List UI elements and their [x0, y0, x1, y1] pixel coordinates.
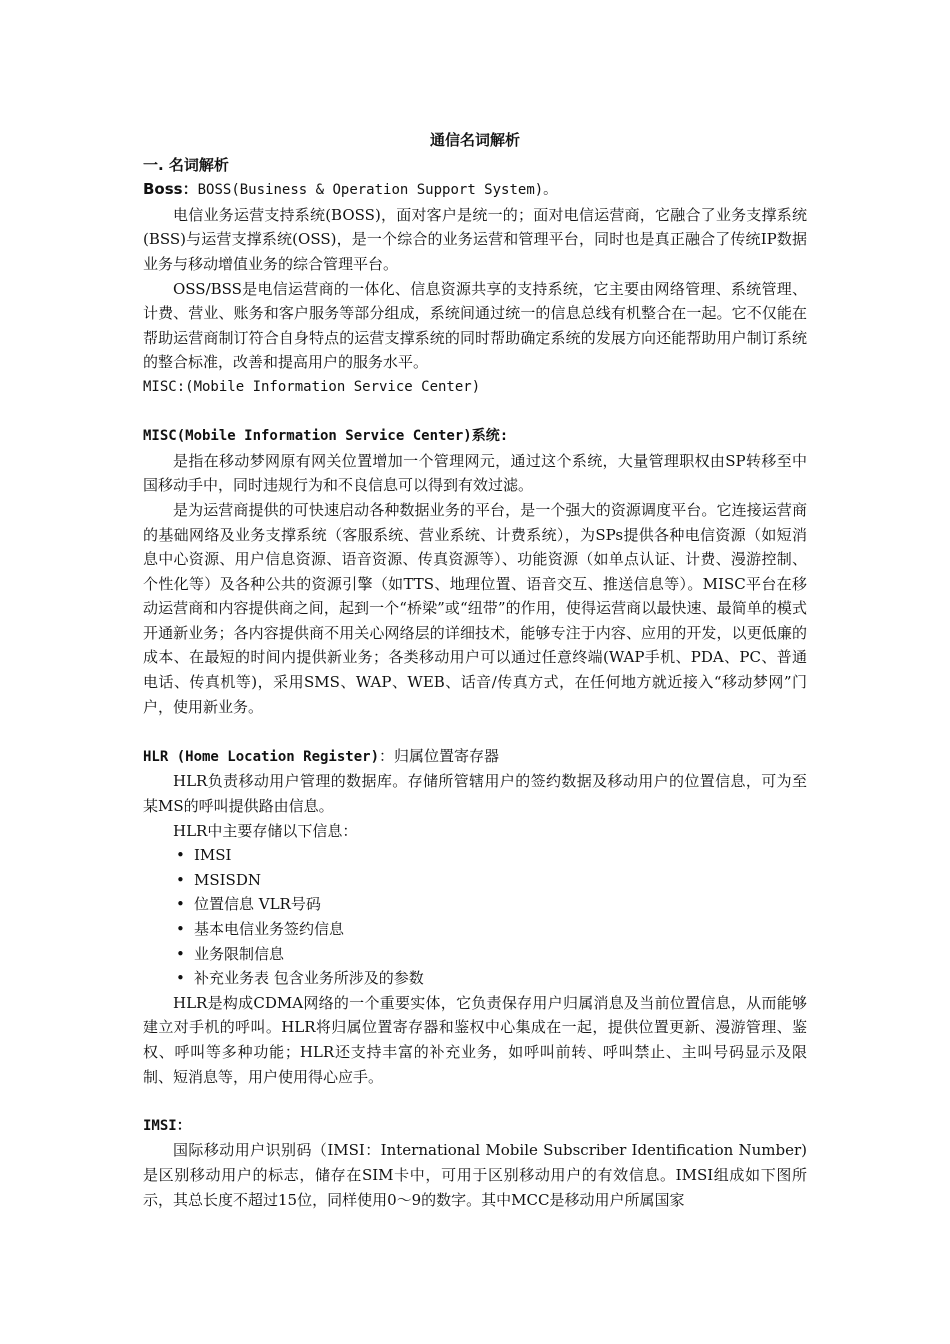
misc-paragraph-2: 是为运营商提供的可快速启动各种数据业务的平台，是一个强大的资源调度平台。它连接运营商的基础网络及业务支撑系统（客服系统、营业系统、计费系统），为SPs提供各种电信资源（如短消息中心资源、用户信息资源、语音资源、传真资源等）、功能资源（如单点认证、计费、漫游控制、个性化等）及各种公共的资源引擎（如TTS、地理位置、语音交互、推送信息等）。MISC平台在移动运营商和内容提供商之间，起到一个“桥梁”或“纽带”的作用，使得运营商以最快速、最简单的模式开通新业务；各内容提供商不用关心网络层的详细技术，能够专注于内容、应用的开发，以更低廉的成本、在最短的时间内提供新业务；各类移动用户可以通过任意终端(WAP手机、PDA、PC、普通电话、传真机等)，采用SMS、WAP、WEB、话音/传真方式，在任何地方就近接入“移动梦网”门户，使用新业务。	[143, 500, 807, 716]
misc-heading: MISC(Mobile Information Service Center)系统:	[143, 428, 509, 445]
boss-label: Boss：	[143, 180, 198, 199]
boss-def: BOSS(Business & Operation Support System)。	[197, 182, 558, 199]
list-item: • 位置信息 VLR号码	[176, 892, 807, 917]
hlr-list	[143, 843, 807, 991]
hlr-heading-term: HLR (Home Location Register)	[143, 748, 380, 765]
boss-paragraph-1: 电信业务运营支持系统(BOSS)，面对客户是统一的；面对电信运营商，它融合了业务支撑系统(BSS)与运营支撑系统(OSS)，是一个综合的业务运营和管理平台，同时也是真正融合了传统IP数据业务与移动增值业务的综合管理平台。	[143, 205, 807, 273]
list-item: • 业务限制信息	[176, 942, 807, 967]
imsi-paragraph-1: 国际移动用户识别码（IMSI：International Mobile Subscriber Identification Number)是区别移动用户的标志，储存在SIM卡中，可用于区别移动用户的有效信息。IMSI组成如下图所示，其总长度不超过15位，同样使用0～9的数字。其中MCC是移动用户所属国家	[143, 1141, 807, 1209]
hlr-heading-rest: ：归属位置寄存器	[379, 746, 500, 765]
section-heading: 一. 名词解析	[143, 155, 229, 174]
misc-paragraph-1: 是指在移动梦网原有网关位置增加一个管理网元，通过这个系统，大量管理职权由SP转移至中国移动手中，同时违规行为和不良信息可以得到有效过滤。	[143, 451, 807, 495]
hlr-paragraph-2: HLR中主要存储以下信息：	[173, 821, 358, 840]
list-item: • 基本电信业务签约信息	[176, 917, 807, 942]
misc-line: MISC:(Mobile Information Service Center)	[143, 378, 481, 395]
hlr-heading	[143, 744, 807, 770]
boss-paragraph-2: OSS/BSS是电信运营商的一体化、信息资源共享的支持系统，它主要由网络管理、系统管理、计费、营业、账务和客户服务等部分组成，系统间通过统一的信息总线有机整合在一起。它不仅能在帮助运营商制订符合自身特点的运营支撑系统的同时帮助确定系统的发展方向还能帮助用户制订系统的整合标准，改善和提高用户的服务水平。	[143, 279, 807, 372]
spacer	[143, 719, 807, 744]
hlr-paragraph-3: HLR是构成CDMA网络的一个重要实体，它负责保存用户归属消息及当前位置信息，从而能够建立对手机的呼叫。HLR将归属位置寄存器和鉴权中心集成在一起，提供位置更新、漫游管理、鉴权、呼叫等多种功能；HLR还支持丰富的补充业务，如呼叫前转、呼叫禁止、主叫号码显示及限制、短消息等，用户使用得心应手。	[143, 993, 807, 1086]
document-title: 通信名词解析	[429, 131, 520, 149]
spacer	[143, 1089, 807, 1114]
list-item: • 补充业务表 包含业务所涉及的参数	[176, 966, 807, 991]
imsi-heading: IMSI：	[143, 1117, 191, 1134]
list-item: • IMSI	[176, 843, 807, 868]
list-item: • MSISDN	[176, 868, 807, 893]
hlr-paragraph-1: HLR负责移动用户管理的数据库。存储所管辖用户的签约数据及移动用户的位置信息，可为至某MS的呼叫提供路由信息。	[143, 772, 807, 816]
spacer	[143, 400, 807, 425]
boss-definition	[143, 177, 807, 203]
